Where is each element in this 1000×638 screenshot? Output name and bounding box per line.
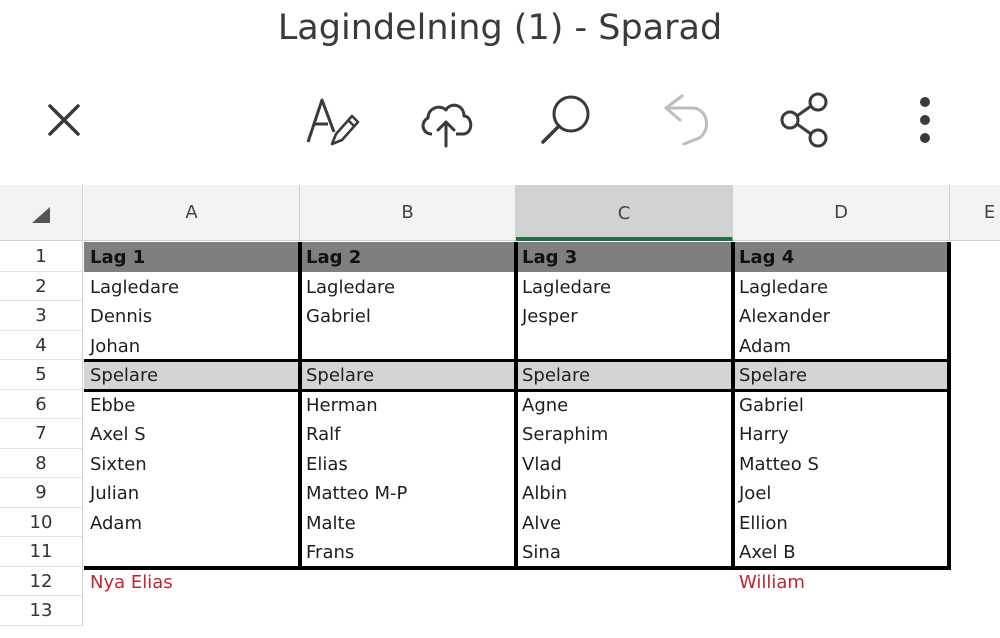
cell-c12[interactable] xyxy=(516,567,733,597)
draw-icon xyxy=(298,88,362,152)
close-button[interactable] xyxy=(32,88,96,152)
spreadsheet-grid[interactable] xyxy=(0,185,1000,638)
cell-b5[interactable]: Spelare xyxy=(300,360,516,390)
select-all-icon xyxy=(32,207,50,223)
team-border-horizontal xyxy=(84,389,951,392)
draw-button[interactable] xyxy=(298,88,362,152)
cell-b1[interactable]: Lag 2 xyxy=(300,242,516,272)
team-border-vertical xyxy=(947,242,951,569)
cell-b4[interactable] xyxy=(300,331,516,361)
cell-d12[interactable]: William xyxy=(739,571,805,593)
cell-d11[interactable]: Axel B xyxy=(739,542,796,563)
column-header-d[interactable]: D xyxy=(733,185,950,241)
cell-a11[interactable] xyxy=(84,537,300,567)
cell-c10[interactable]: Alve xyxy=(522,512,562,534)
cell-a2[interactable]: Lagledare xyxy=(90,276,180,298)
row-header-11[interactable]: 11 xyxy=(0,537,83,567)
row-header-8[interactable]: 8 xyxy=(0,449,83,479)
save-to-cloud-button[interactable] xyxy=(414,88,478,152)
cell-c6[interactable]: Agne xyxy=(522,394,569,416)
cell-a12[interactable]: Nya Elias xyxy=(90,571,173,593)
row-header-12[interactable]: 12 xyxy=(0,567,83,597)
cell-c8[interactable]: Vlad xyxy=(522,453,562,475)
search-icon xyxy=(535,88,599,152)
column-header-b[interactable]: B xyxy=(300,185,516,241)
cell-c3[interactable]: Jesper xyxy=(522,306,578,327)
row-header-1[interactable]: 1 xyxy=(0,242,83,272)
cell-c11[interactable]: Sina xyxy=(522,542,561,563)
cell-b9[interactable]: Matteo M-P xyxy=(306,483,408,504)
cell-b6[interactable]: Herman xyxy=(306,394,378,416)
row-header-13[interactable]: 13 xyxy=(0,596,83,626)
row-header-2[interactable]: 2 xyxy=(0,272,83,302)
document-title: Lagindelning (1) - Sparad xyxy=(277,8,723,48)
row-header-4[interactable]: 4 xyxy=(0,331,83,361)
cell-d8[interactable]: Matteo S xyxy=(739,453,819,475)
cell-c9[interactable]: Albin xyxy=(522,483,568,504)
toolbar xyxy=(0,60,1000,184)
row-header-5[interactable]: 5 xyxy=(0,360,83,390)
cell-d4[interactable]: Adam xyxy=(739,335,791,357)
cell-a1[interactable]: Lag 1 xyxy=(84,242,300,272)
share-button[interactable] xyxy=(772,88,836,152)
column-header-e[interactable]: E xyxy=(950,185,1000,241)
cell-d6[interactable]: Gabriel xyxy=(739,394,804,416)
cell-d5[interactable]: Spelare xyxy=(733,360,950,390)
team-border-horizontal xyxy=(84,359,951,362)
more-options-button[interactable] xyxy=(893,88,957,152)
team-border-vertical xyxy=(298,242,302,569)
column-header-c[interactable]: C xyxy=(516,185,733,241)
row-header-9[interactable]: 9 xyxy=(0,478,83,508)
cell-a5[interactable]: Spelare xyxy=(84,360,300,390)
cloud-upload-icon xyxy=(414,88,478,152)
row-header-10[interactable]: 10 xyxy=(0,508,83,538)
share-icon xyxy=(772,88,836,152)
cell-a4[interactable]: Johan xyxy=(90,335,141,357)
cell-a6[interactable]: Ebbe xyxy=(90,394,136,416)
cell-b3[interactable]: Gabriel xyxy=(306,306,371,327)
cell-a3[interactable]: Dennis xyxy=(90,306,153,327)
close-icon xyxy=(32,88,96,152)
cell-b10[interactable]: Malte xyxy=(306,512,356,534)
cell-c4[interactable] xyxy=(516,331,733,361)
cell-c5[interactable]: Spelare xyxy=(516,360,733,390)
cell-a9[interactable]: Julian xyxy=(90,483,140,504)
row-header-6[interactable]: 6 xyxy=(0,390,83,420)
cell-d1[interactable]: Lag 4 xyxy=(733,242,950,272)
cell-d7[interactable]: Harry xyxy=(739,424,789,445)
cell-b11[interactable]: Frans xyxy=(306,542,355,563)
column-header-a[interactable]: A xyxy=(84,185,300,241)
search-button[interactable] xyxy=(535,88,599,152)
cell-a8[interactable]: Sixten xyxy=(90,453,147,475)
undo-button[interactable] xyxy=(654,88,718,152)
cell-c2[interactable]: Lagledare xyxy=(522,276,612,298)
cell-a10[interactable]: Adam xyxy=(90,512,142,534)
team-border-vertical xyxy=(514,242,518,569)
cell-d10[interactable]: Ellion xyxy=(739,512,788,534)
cell-b2[interactable]: Lagledare xyxy=(306,276,396,298)
cell-a7[interactable]: Axel S xyxy=(90,424,146,445)
undo-icon xyxy=(654,88,718,152)
cell-d3[interactable]: Alexander xyxy=(739,306,831,327)
team-border-vertical xyxy=(731,242,735,569)
cell-c7[interactable]: Seraphim xyxy=(522,424,609,445)
more-icon xyxy=(893,88,957,152)
cell-d2[interactable]: Lagledare xyxy=(739,276,829,298)
cell-b12[interactable] xyxy=(300,567,516,597)
cell-d9[interactable]: Joel xyxy=(739,483,772,504)
cell-b7[interactable]: Ralf xyxy=(306,424,341,445)
row-header-3[interactable]: 3 xyxy=(0,301,83,331)
team-border-horizontal xyxy=(84,566,951,570)
select-all-corner[interactable] xyxy=(0,185,83,241)
cell-b8[interactable]: Elias xyxy=(306,453,348,475)
cell-c1[interactable]: Lag 3 xyxy=(516,242,733,272)
row-header-7[interactable]: 7 xyxy=(0,419,83,449)
